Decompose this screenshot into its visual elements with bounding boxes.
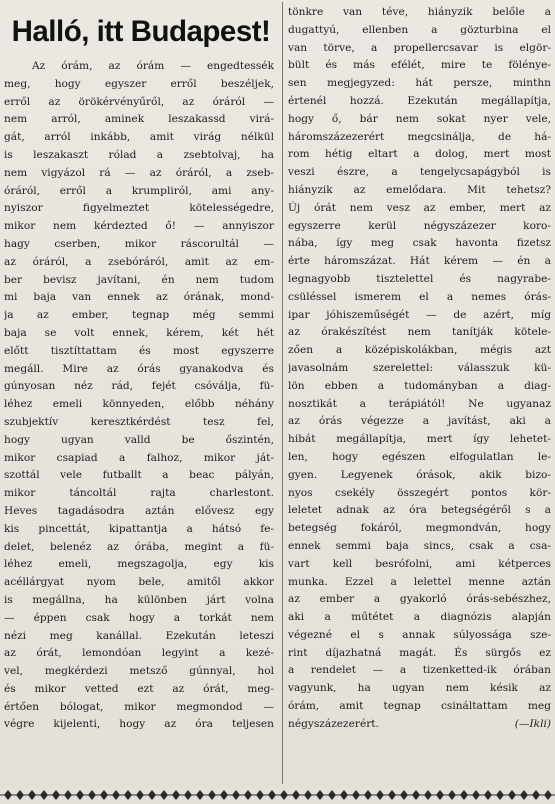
text-line: és mikor vetted ezt az órát, meg-	[4, 682, 274, 695]
text-line: léhez emeli, megszagolja, egy kis	[4, 558, 274, 571]
text-line: vagyunk, ha ugyan nem késik az	[288, 682, 551, 695]
text-line: vel, megkérdezi metsző gúnnyal, hol	[4, 665, 274, 678]
text-line: érte háromszázat. Hát kérem — én a	[288, 255, 551, 268]
text-line: mikor csapiad a falhoz, mikor ját-	[4, 451, 274, 464]
text-line: szubjektív keresztkérdést tesz fel,	[4, 415, 274, 428]
text-line: vart kell besrófolni, ami kétperces	[288, 557, 551, 570]
text-line: hogy ő, bár nem sokat nyer vele,	[288, 112, 551, 125]
text-line: is leszakaszt rólad a zsebtolvaj, ha	[4, 148, 274, 161]
text-line: végre kijelenti, hogy az óra teljesen	[4, 718, 274, 731]
text-line: Új órát nem vesz az ember, mert az	[288, 201, 551, 214]
closing-text: négyszázezerért.	[288, 717, 379, 730]
text-line: óráról, erről a krumpliról, ami any-	[4, 184, 274, 197]
text-line: tönkre van téve, hiányzik belőle a	[288, 6, 551, 18]
text-line: gát, arról inkább, amit virág nélkül	[4, 131, 274, 144]
text-line: Heves tagadásodra aztán elővesz egy	[4, 504, 274, 517]
text-line: meg, hogy egyszer erről beszéljek,	[4, 77, 274, 90]
text-line: nyiszor figyelmeztet kötelességedre,	[4, 202, 274, 215]
text-line: kis pincettát, kipattantja a hátsó fe-	[4, 522, 274, 535]
decorative-border-ornament	[0, 786, 555, 804]
text-line: nába, így meg csak havonta fizetsz	[288, 237, 551, 250]
text-line: van törve, a propellercsavar is elgör-	[288, 41, 551, 54]
text-line: is megállna, ha különben járt volna	[4, 593, 274, 606]
text-line: leletet adnak az óra betegségéről s a	[288, 504, 551, 517]
text-line: acéllárgyat nyom bele, amitől akkor	[4, 576, 274, 589]
text-line: megáll. Mire az órás gyanakodva és	[4, 362, 274, 375]
text-line: len, hogy egészen elfogulatlan le-	[288, 450, 551, 463]
text-line: betegség fokáról, megmondván, hogy	[288, 522, 551, 535]
text-line: nem arról, aminek leszakassd virá-	[4, 113, 274, 126]
text-line: delet, belenéz az órába, megint a fü-	[4, 540, 274, 553]
right-column	[288, 4, 553, 784]
text-line: az óráról, a zsebóráról, amit az em-	[4, 255, 274, 268]
text-line: a rendelet — a tizenketted-ik órában	[288, 664, 551, 677]
text-line: hagy cserben, mikor ráscorultál —	[4, 237, 274, 250]
text-line: az órás végezze a javítást, aki a	[288, 415, 551, 428]
text-line: erről az örökérvényűről, az óráról —	[4, 95, 274, 108]
text-line: háromszázezerért megcsinálja, de há-	[288, 130, 551, 143]
column-divider	[282, 2, 283, 784]
left-column-text	[4, 58, 278, 734]
text-line: legnagyobb tisztelettel és nagyrabe-	[288, 272, 551, 285]
article-title: Halló, itt Budapest!	[11, 15, 271, 48]
text-line: munka. Ezzel a lelettel menne aztán	[288, 575, 551, 588]
text-line: ipar jóhiszeműségét — de azért, míg	[288, 308, 551, 321]
left-column	[4, 14, 278, 784]
text-line: végezné el s annak súlyossága sze-	[288, 628, 551, 641]
text-line: nyos csekély összegért pontos kör-	[288, 486, 551, 499]
text-line: értenél hozzá. Ezekután megállapítja,	[288, 94, 551, 107]
text-line: ber bevisz javítani, én nem tudom	[4, 273, 274, 286]
text-line: mi baja van ennek az órának, mond-	[4, 291, 274, 304]
decorative-border	[0, 786, 555, 804]
text-line: lön ebben a tudományban a diag-	[288, 379, 551, 392]
text-line: gyen. Legyenek órások, akik bizo-	[288, 468, 551, 481]
text-line: Az órám, az órám — engedtessék	[32, 60, 274, 72]
text-line: veszi észre, a tengelycsapágyból is	[288, 166, 551, 179]
text-line: nosztikát a terápiától! Ne ugyanaz	[288, 397, 551, 410]
text-line: baja se volt ennek, kérem, két hét	[4, 326, 274, 339]
right-column-text	[288, 4, 553, 716]
text-line: ja az ember, tegnap még semmi	[4, 309, 274, 322]
text-line: előtt tisztíttattam és most egyszerre	[4, 344, 274, 357]
text-line: az órakészítést nem tanítják kötele-	[288, 326, 551, 339]
text-line: aki a műtétet a diagnózis alapján	[288, 611, 551, 624]
text-line: gúnyosan néz rád, fejét csóválja, fü-	[4, 380, 274, 393]
text-line: rint díjazhatná magát. És sürgős ez	[288, 646, 551, 659]
text-line: mikor nem kérdezted ő! — annyiszor	[4, 220, 274, 233]
text-line: órám, amit tegnap csináltattam meg	[288, 700, 551, 713]
text-line: az ember a gyakorló órás-sebészhez,	[288, 593, 551, 606]
text-line: ennek semmi baja sincs, csak a csa-	[288, 539, 551, 552]
text-line: hibát megállapítja, mert így lehetet-	[288, 433, 551, 446]
text-line: javasolnám szerelettel: válasszuk kü-	[288, 361, 551, 374]
text-line: hiányzik az emelődara. Mit tehetsz?	[288, 183, 551, 196]
text-line: rom hétig eltart a dolog, mert most	[288, 148, 551, 161]
text-line: — éppen csak hogy a torkát nem	[4, 611, 274, 624]
author-signature: (—Ikli)	[514, 717, 551, 730]
closing-line	[288, 716, 551, 734]
text-line: zően a középiskolákban, mégis azt	[288, 344, 551, 357]
text-line: egyszerre kerül négyszázezer koro-	[288, 219, 551, 232]
text-line: az órát, lemondóan legyint a kezé-	[4, 647, 274, 660]
text-line: léhez emeli könnyeden, előbb néhány	[4, 398, 274, 411]
text-line: hogy ugyan valld be őszintén,	[4, 433, 274, 446]
text-line: sen megjegyzed: hát persze, minthn	[288, 77, 551, 90]
text-line: szottál vele futballt a beac pályán,	[4, 469, 274, 482]
text-line: csüléssel ismerem el a nemes órás-	[288, 290, 551, 303]
text-line: bült és más efélét, mire te fölénye-	[288, 59, 551, 72]
text-line: értően bólogat, mikor megmondod —	[4, 700, 274, 713]
text-line: mikor táncoltál rajta charlestont.	[4, 487, 274, 500]
text-line: dugattyú, ellenben a gözturbina el	[288, 23, 551, 36]
text-line: nézi meg kanállal. Ezekután leteszi	[4, 629, 274, 642]
text-line: nem vigyázol rá — az óráról, a zseb-	[4, 166, 274, 179]
